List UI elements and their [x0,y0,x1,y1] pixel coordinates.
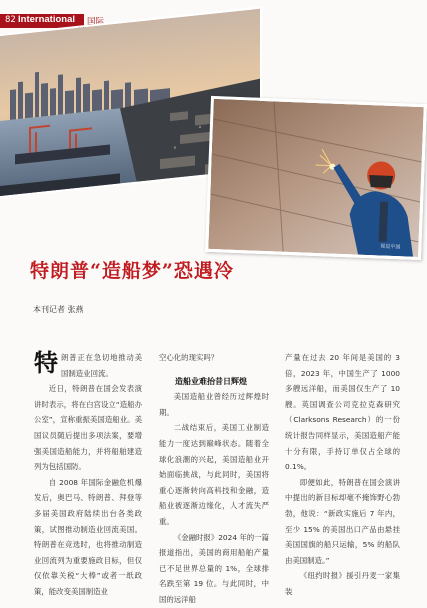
article-title: 特朗普“造船梦”恐遇冷 [30,260,234,282]
page-number: 82 [5,15,16,25]
text-column-2 [159,350,269,608]
paragraph: 美国造船业曾经历过辉煌时期。 [159,392,269,417]
section-name: International [18,14,76,25]
section-banner [0,14,84,28]
byline: 本刊记者 张燕 [33,305,84,314]
paragraph: 二战结束后，美国工业制造能力一度达到巅峰状态。随着全球化浪潮的兴起，美国造船业开始面临挑战，与此同时，美国将重心逐渐转向高科技和金融，造船业被逐渐边缘化，人才流失严重。 [159,423,269,526]
paragraph: 《金融时报》2024 年的一篇报道指出，美国的商用船舶产量已不足世界总量的 1%，全球排名跌至第 19 位。与此同时，中国的远洋船 [159,532,269,604]
section-subhead: 造船业难抬昔日辉煌 [175,376,247,386]
paragraph: 近日，特朗普在国会发表演讲时表示，将在白宫设立“造船办公室”，宣称重振美国造船业。美国议员随后提出多项法案，要增强美国造船能力，并将船舶建造列为包括国防。 [34,384,142,472]
welder-photo [205,96,427,260]
text-column-1 [34,350,142,600]
paragraph: 自 2008 年国际金融危机爆发后，奥巴马、特朗普、拜登等多届美国政府陆续出台各类政策，试图推动制造业回流美国。特朗普在竞选时，也将推动制造业回流列为重要施政目标，但仅仅依靠关税“大棒”或者一纸政策，能改变美国制造业 [34,477,142,596]
section-name-cn: 国际 [87,17,105,27]
paragraph: 空心化的现实吗？ [159,353,219,362]
paragraph: 《纽约时报》援引丹麦一家集装 [285,571,400,596]
paragraph: 产量在过去 20 年间是美国的 3 倍，2023 年，中国生产了 1000 多艘远洋船，而美国仅生产了 10 艘。英国调查公司克拉克森研究（Clarksons Research）的一份统计报告同样显示，美国造船产能十分有限，手持订单仅占全球的 0.1%。 [285,353,400,472]
paragraph: 朗普正在急切地推动美国制造业回流。 [61,353,142,378]
drop-cap: 特 [34,348,58,377]
paragraph: 即便如此，特朗普在国会演讲中提出的新目标却毫不掩饰野心勃勃，他说：“新政实施后 7 年内，至少 15% 的美国出口产品由悬挂美国国旗的船只运输，5% 的船队由美国制造。” [285,477,400,565]
photo-credit: 视觉中国 [380,243,401,251]
text-column-3 [285,350,400,600]
welder-image [208,99,424,257]
